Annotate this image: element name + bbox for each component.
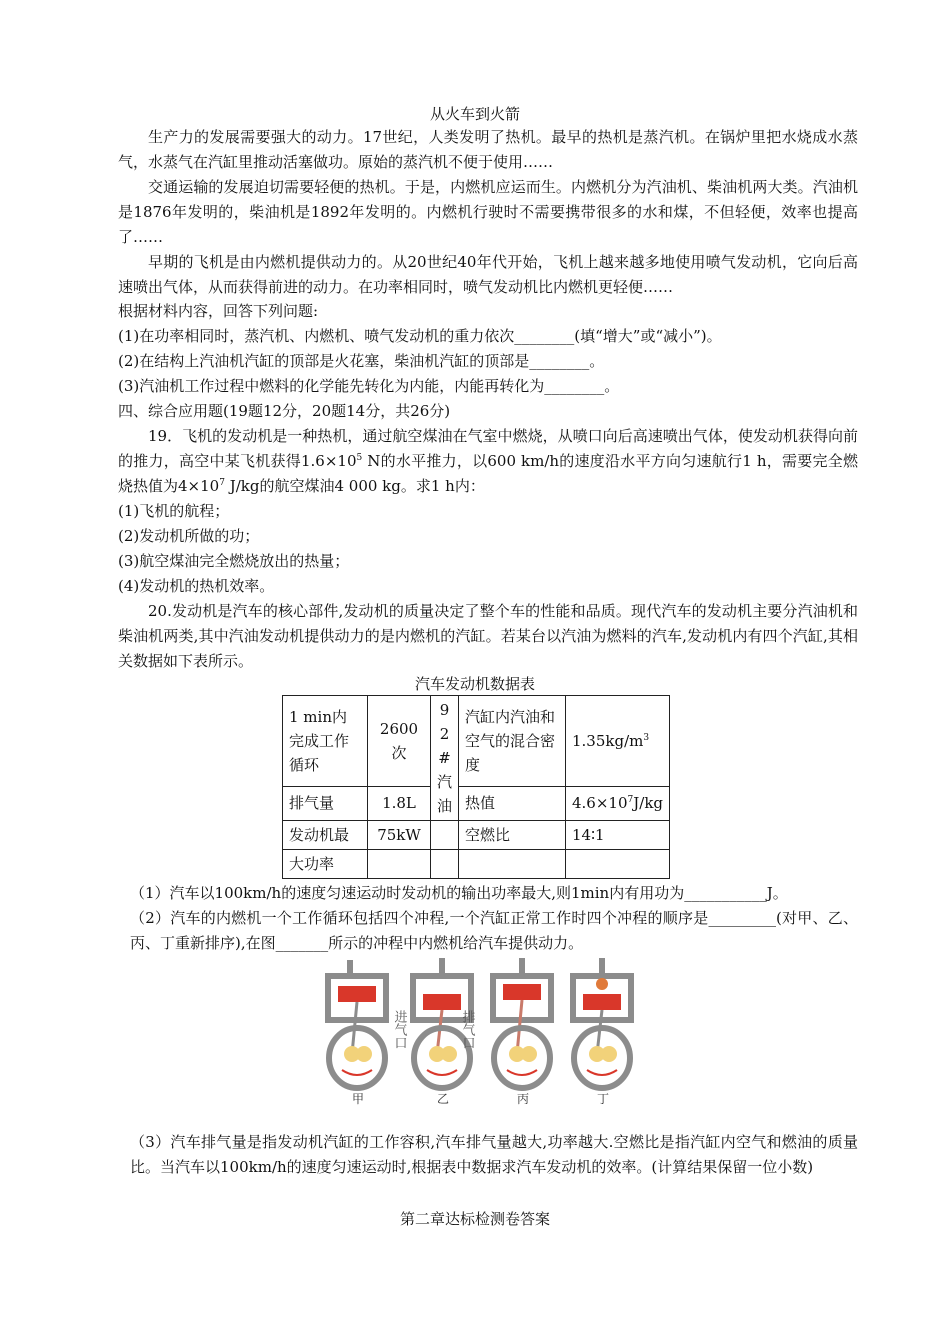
- figure-label-bing: 丙: [517, 1092, 530, 1106]
- answer-section-title: 第二章达标检测卷答案: [399, 1210, 550, 1228]
- outlet-label: 排气口: [460, 1010, 476, 1049]
- question-19-sub-2: (2)发动机所做的功；: [118, 527, 260, 545]
- passage-question-3: (3)汽油机工作过程中燃料的化学能先转化为内能，内能再转化为________。: [118, 377, 620, 395]
- table-cell-line: 14∶1: [566, 821, 669, 850]
- passage-title: 从火车到火箭: [429, 105, 520, 123]
- table-cell: 2600次: [368, 696, 431, 787]
- figure-label-yi: 乙: [437, 1092, 450, 1106]
- table-cell: 汽缸内汽油和空气的混合密度: [459, 696, 566, 787]
- cylinder-jia: [328, 960, 386, 1088]
- table-cell: 热值: [459, 786, 566, 820]
- table-cell-line: 空燃比: [459, 821, 565, 850]
- table-title: 汽车发动机数据表: [414, 675, 535, 693]
- table-cell: 1.8L: [368, 786, 431, 820]
- section-heading: 四、综合应用题(19题12分，20题14分，共26分): [118, 402, 451, 420]
- question-20-sub-2: （2）汽车的内燃机一个工作循环包括四个冲程,一个汽缸正常工作时四个冲程的顺序是_________(对甲、乙、丙、丁重新排序),在图_______所示的冲程中内燃机给汽车提供动力。: [130, 909, 858, 952]
- engine-strokes-figure: [310, 958, 650, 1108]
- table-cell: [459, 821, 566, 879]
- passage-paragraph-1: 生产力的发展需要强大的动力。17世纪，人类发明了热机。最早的热机是蒸汽机。在锅炉里把水烧成水蒸气，水蒸气在汽缸里推动活塞做功。原始的蒸汽机不便于使用……: [118, 128, 858, 171]
- engine-strokes-diagram: [310, 958, 650, 1108]
- passage-paragraph-3: 早期的飞机是由内燃机提供动力的。从20世纪40年代开始，飞机上越来越多地使用喷气发动机，它向后高速喷出气体，从而获得前进的动力。在功率相同时，喷气发动机比内燃机更轻便……: [118, 253, 858, 296]
- table-cell: 1 min内完成工作循环: [283, 696, 368, 787]
- table-cell-line: 75kW: [368, 821, 430, 850]
- cylinder-bing: [493, 958, 551, 1088]
- passage-prompt: 根据材料内容，回答下列问题:: [118, 302, 319, 320]
- table-cell: $1.35kg/m^3$: [566, 696, 670, 787]
- figure-label-jia: 甲: [352, 1092, 365, 1106]
- figure-label-ding: 丁: [597, 1092, 610, 1106]
- question-19-sub-1: (1)飞机的航程；: [118, 502, 230, 520]
- question-19-intro: 19．飞机的发动机是一种热机，通过航空煤油在气室中燃烧，从喷口向后高速喷出气体，使发动机获得向前的推力，高空中某飞机获得$1.6\times 10^5$ N的水平推力，以600 km/h的速度沿水平方向匀速航行1 h，需要完全燃烧热值为$4\times 10^7$ J/kg的航空煤油4 000 kg。求1 h内：: [118, 427, 858, 495]
- passage-question-2: (2)在结构上汽油机汽缸的顶部是火花塞，柴油机汽缸的顶部是________。: [118, 352, 605, 370]
- table-cell: [368, 821, 431, 879]
- cylinder-ding: [573, 958, 631, 1088]
- table-cell: $4.6\times 10^7J/kg$: [566, 786, 670, 820]
- table-cell: 排气量: [283, 786, 368, 820]
- engine-data-table: [282, 695, 670, 879]
- question-20-sub-1: （1）汽车以100km/h的速度匀速运动时发动机的输出功率最大,则1min内有用功为___________J。: [130, 884, 788, 902]
- question-19-sub-4: (4)发动机的热机效率。: [118, 577, 275, 595]
- table-cell: [566, 821, 670, 879]
- table-cell-line: 发动机最: [283, 821, 367, 850]
- table-cell: 92#汽油: [431, 696, 459, 821]
- table-cell: [283, 821, 368, 879]
- question-19-sub-3: (3)航空煤油完全燃烧放出的热量；: [118, 552, 350, 570]
- table-cell: [431, 821, 459, 879]
- passage-paragraph-2: 交通运输的发展迫切需要轻便的热机。于是，内燃机应运而生。内燃机分为汽油机、柴油机两大类。汽油机是1876年发明的，柴油机是1892年发明的。内燃机行驶时不需要携带很多的水和煤，不但轻便，效率也提高了……: [118, 178, 858, 246]
- question-20-sub-3: （3）汽车排气量是指发动机汽缸的工作容积,汽车排气量越大,功率越大.空燃比是指汽缸内空气和燃油的质量比。当汽车以100km/h的速度匀速运动时,根据表中数据求汽车发动机的效率。(计算结果保留一位小数): [130, 1133, 858, 1176]
- table-cell-line: 大功率: [289, 855, 335, 873]
- inlet-label: 进气口: [392, 1010, 408, 1049]
- question-20-intro: 20.发动机是汽车的核心部件,发动机的质量决定了整个车的性能和品质。现代汽车的发动机主要分汽油机和柴油机两类,其中汽油发动机提供动力的是内燃机的汽缸。若某台以汽油为燃料的汽车,发动机内有四个汽缸,其相关数据如下表所示。: [118, 602, 858, 670]
- passage-question-1: (1)在功率相同时，蒸汽机、内燃机、喷气发动机的重力依次________(填“增大”或“减小”)。: [118, 327, 722, 345]
